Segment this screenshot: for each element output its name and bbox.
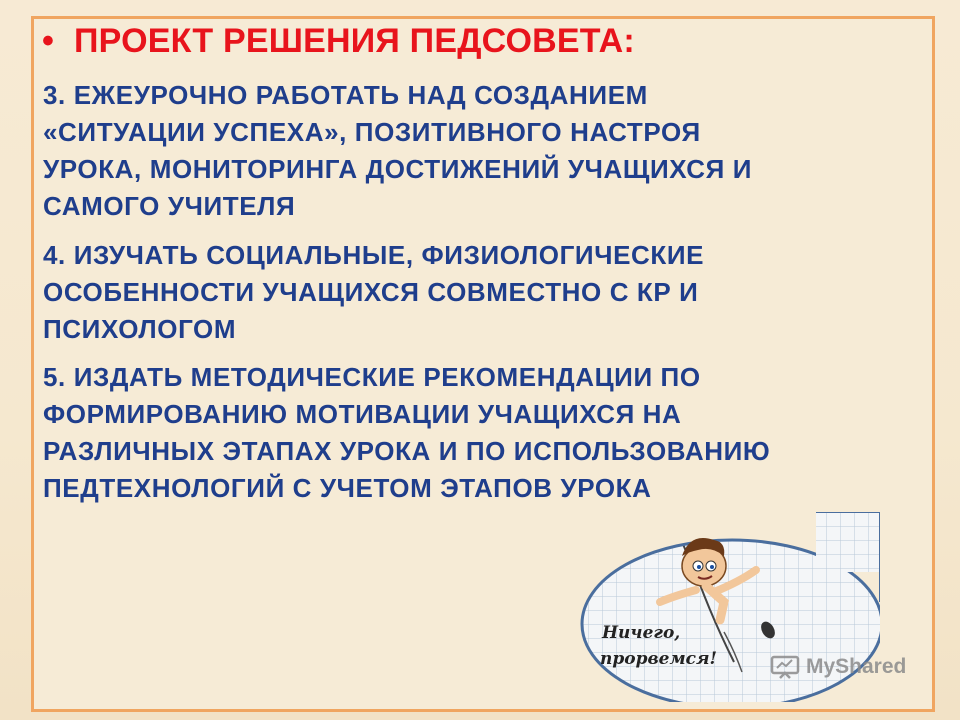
item-line: ФОРМИРОВАНИЮ МОТИВАЦИИ УЧАЩИХСЯ НА bbox=[43, 399, 682, 429]
item-line: САМОГО УЧИТЕЛЯ bbox=[43, 191, 296, 221]
svg-text:Ничего,: Ничего, bbox=[602, 623, 681, 643]
myshared-watermark bbox=[770, 654, 906, 680]
item-line: ПСИХОЛОГОМ bbox=[43, 314, 237, 344]
svg-text:прорвемся!: прорвемся! bbox=[600, 649, 717, 669]
list-item-5 bbox=[43, 359, 770, 507]
item-line: ПЕДТЕХНОЛОГИЙ С УЧЕТОМ ЭТАПОВ УРОКА bbox=[43, 473, 652, 503]
item-line: 3. ЕЖЕУРОЧНО РАБОТАТЬ НАД СОЗДАНИЕМ bbox=[43, 80, 648, 110]
item-line: 5. ИЗДАТЬ МЕТОДИЧЕСКИЕ РЕКОМЕНДАЦИИ ПО bbox=[43, 362, 701, 392]
slide-title bbox=[42, 22, 635, 61]
bullet-icon: • bbox=[42, 22, 55, 60]
item-line: 4. ИЗУЧАТЬ СОЦИАЛЬНЫЕ, ФИЗИОЛОГИЧЕСКИЕ bbox=[43, 240, 705, 270]
item-line: РАЗЛИЧНЫХ ЭТАПАХ УРОКА И ПО ИСПОЛЬЗОВАНИЮ bbox=[43, 436, 771, 466]
watermark-label: MyShared bbox=[806, 655, 907, 678]
item-line: «СИТУАЦИИ УСПЕХА», ПОЗИТИВНОГО НАСТРОЯ bbox=[43, 117, 701, 147]
item-line: ОСОБЕННОСТИ УЧАЩИХСЯ СОВМЕСТНО С КР И bbox=[43, 277, 699, 307]
item-line: УРОКА, МОНИТОРИНГА ДОСТИЖЕНИЙ УЧАЩИХСЯ И bbox=[43, 154, 752, 184]
presentation-icon bbox=[770, 654, 800, 680]
list-item-4 bbox=[43, 237, 704, 348]
slide-title-text: ПРОЕКТ РЕШЕНИЯ ПЕДСОВЕТА: bbox=[74, 22, 635, 60]
list-item-3 bbox=[43, 77, 752, 225]
